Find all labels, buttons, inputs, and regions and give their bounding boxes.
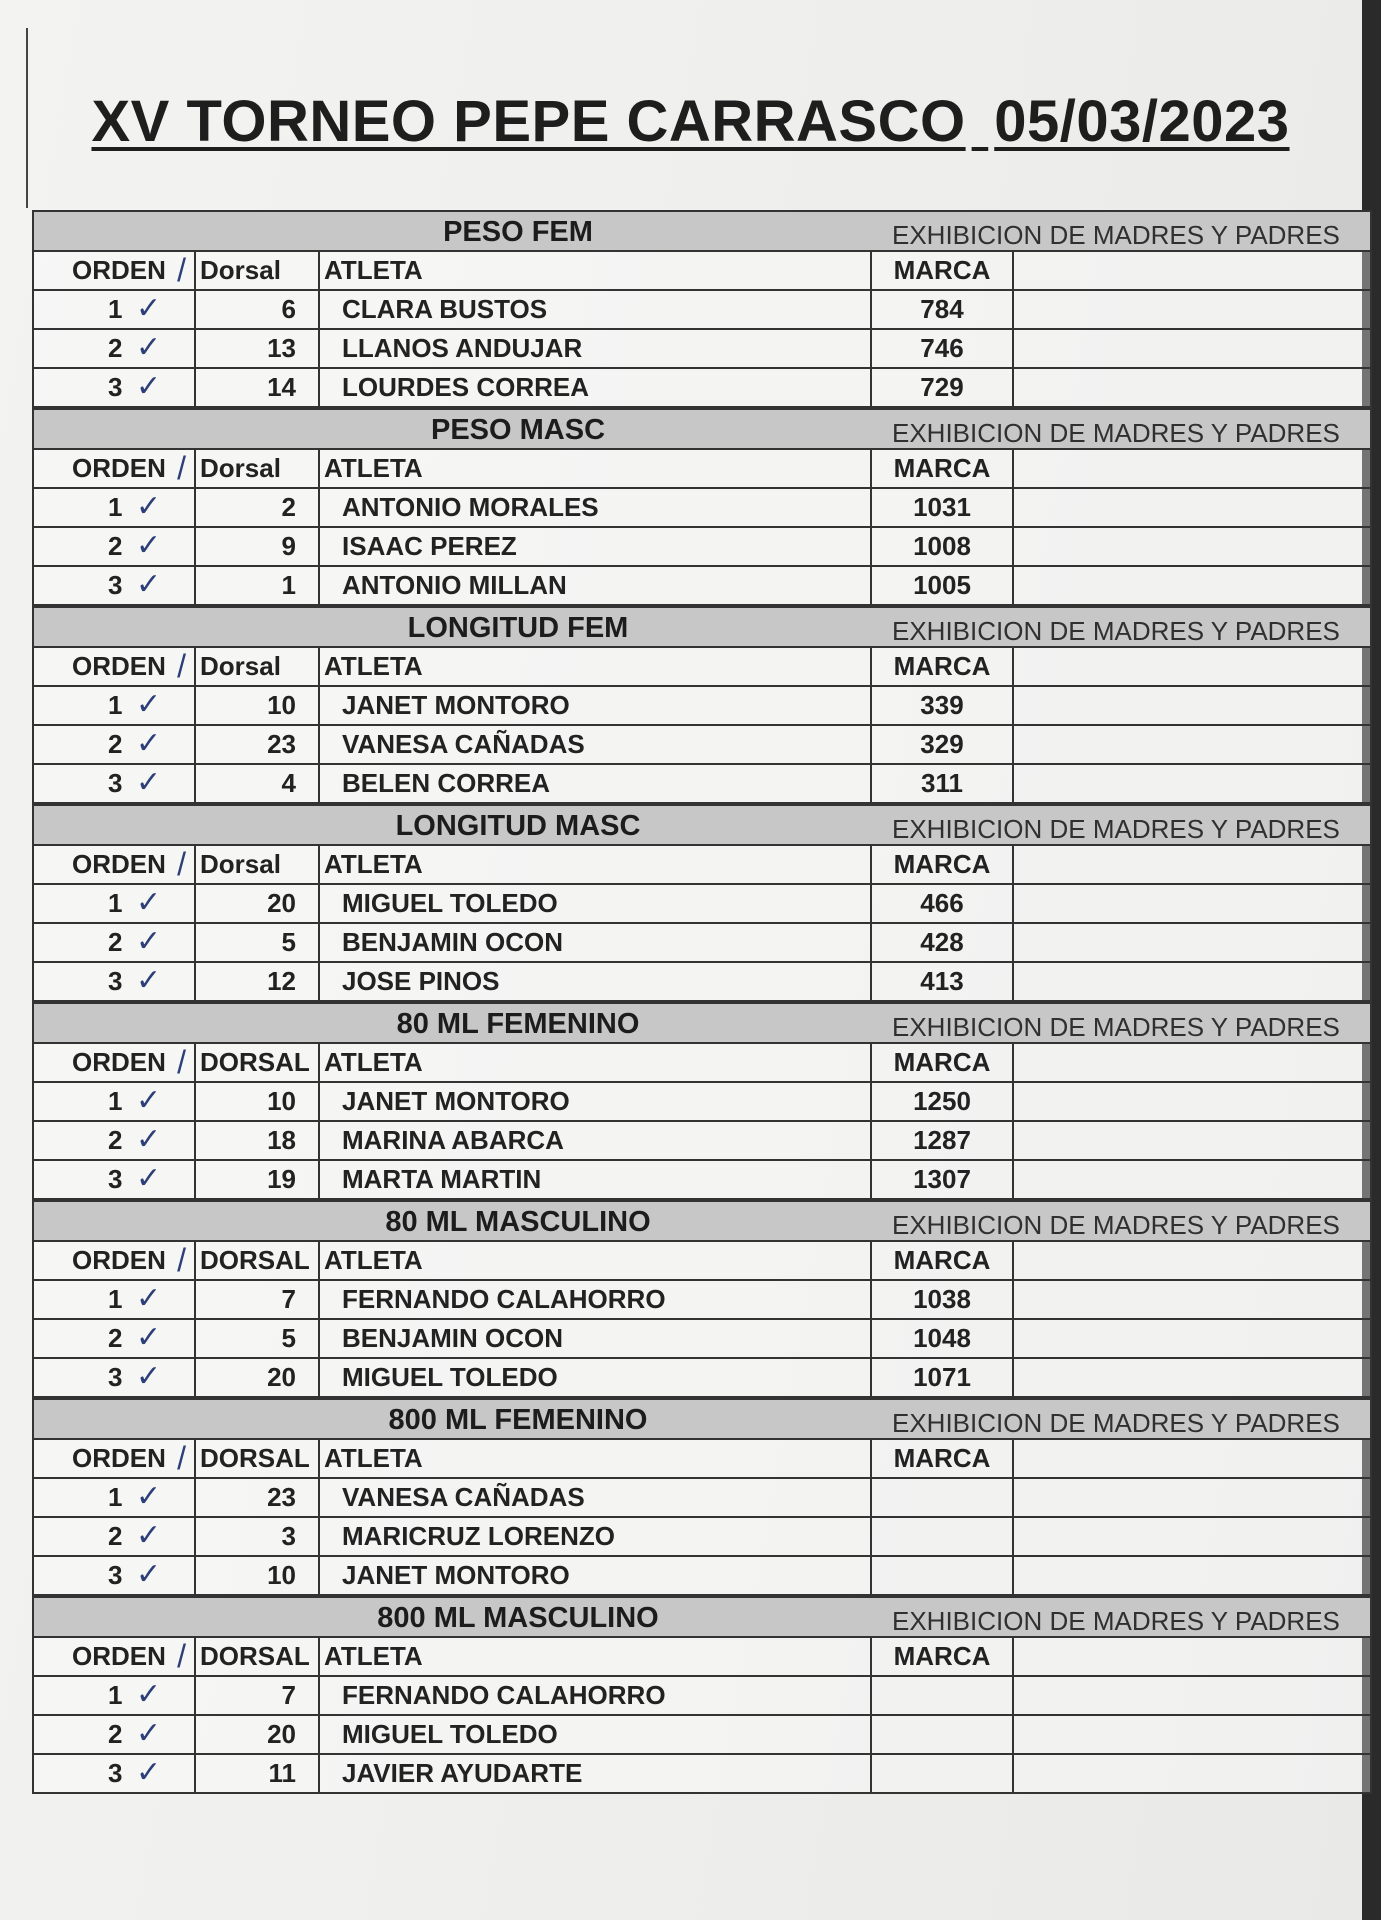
atleta-cell: ANTONIO MILLAN [320, 567, 872, 604]
marca-cell: 746 [872, 330, 1014, 367]
check-mark-icon: ✓ [136, 1480, 162, 1513]
orden-cell [34, 1557, 196, 1594]
dorsal-header: DORSAL [196, 1044, 320, 1081]
empty-cell [1014, 1044, 1370, 1081]
orden-value: 2 [108, 1521, 123, 1551]
orden-cell [34, 687, 196, 724]
check-mark-icon: ✓ [136, 727, 162, 760]
check-mark-icon: ✓ [136, 490, 162, 523]
orden-header-label: ORDEN [72, 651, 166, 681]
empty-cell [1014, 567, 1370, 604]
empty-cell [1014, 1359, 1370, 1396]
exhibition-label: EXHIBICION DE MADRES Y PADRES [892, 418, 1340, 448]
event-header [32, 606, 1372, 648]
table-row [32, 1359, 1372, 1398]
orden-cell [34, 1479, 196, 1516]
orden-header [34, 1044, 196, 1081]
marca-cell: 329 [872, 726, 1014, 763]
empty-cell [1014, 369, 1370, 406]
marca-header: MARCA [872, 1242, 1014, 1279]
column-header-row [32, 1440, 1372, 1479]
orden-value: 3 [108, 966, 123, 996]
exhibition-label: EXHIBICION DE MADRES Y PADRES [892, 1606, 1340, 1636]
event-block [32, 606, 1372, 804]
dorsal-cell: 5 [196, 924, 320, 961]
check-mark-icon: ✓ [136, 925, 162, 958]
orden-cell [34, 528, 196, 565]
orden-header-label: ORDEN [72, 1047, 166, 1077]
dorsal-header: Dorsal [196, 450, 320, 487]
orden-header [34, 846, 196, 883]
orden-value: 3 [108, 1758, 123, 1788]
atleta-cell: ANTONIO MORALES [320, 489, 872, 526]
event-block [32, 210, 1372, 408]
event-header [32, 408, 1372, 450]
orden-value: 2 [108, 531, 123, 561]
atleta-cell: FERNANDO CALAHORRO [320, 1677, 872, 1714]
table-row [32, 1518, 1372, 1557]
dorsal-header: DORSAL [196, 1242, 320, 1279]
table-row [32, 687, 1372, 726]
orden-cell [34, 1122, 196, 1159]
table-row [32, 1557, 1372, 1596]
tournament-date: 05/03/2023 [994, 89, 1290, 154]
empty-cell [1014, 963, 1370, 1000]
empty-cell [1014, 846, 1370, 883]
dorsal-cell: 2 [196, 489, 320, 526]
dorsal-cell: 10 [196, 1083, 320, 1120]
dorsal-cell: 5 [196, 1320, 320, 1357]
dorsal-cell: 19 [196, 1161, 320, 1198]
table-row [32, 1083, 1372, 1122]
orden-header [34, 252, 196, 289]
table-row [32, 924, 1372, 963]
check-mark-icon: ✓ [136, 331, 162, 364]
empty-cell [1014, 330, 1370, 367]
marca-header: MARCA [872, 1044, 1014, 1081]
orden-value: 3 [108, 768, 123, 798]
event-name: LONGITUD FEM [407, 612, 629, 644]
column-header-row [32, 252, 1372, 291]
empty-cell [1014, 252, 1370, 289]
dorsal-cell: 23 [196, 1479, 320, 1516]
atleta-header: ATLETA [320, 1044, 872, 1081]
empty-cell [1014, 528, 1370, 565]
orden-header-label: ORDEN [72, 1245, 166, 1275]
orden-value: 3 [108, 1362, 123, 1392]
orden-cell [34, 1716, 196, 1753]
orden-value: 1 [108, 1284, 123, 1314]
event-header [32, 1398, 1372, 1440]
pen-slash-mark: / [177, 450, 186, 486]
empty-cell [1014, 1479, 1370, 1516]
orden-cell [34, 1677, 196, 1714]
pen-slash-mark: / [177, 1242, 186, 1278]
orden-header-label: ORDEN [72, 1641, 166, 1671]
pen-slash-mark: / [177, 1638, 186, 1674]
orden-value: 3 [108, 570, 123, 600]
dorsal-cell: 4 [196, 765, 320, 802]
check-mark-icon: ✓ [136, 1282, 162, 1315]
atleta-header: ATLETA [320, 648, 872, 685]
event-header [32, 210, 1372, 252]
dorsal-cell: 20 [196, 885, 320, 922]
atleta-cell: BENJAMIN OCON [320, 924, 872, 961]
check-mark-icon: ✓ [136, 688, 162, 721]
event-name: 80 ML FEMENINO [396, 1008, 640, 1040]
dorsal-cell: 9 [196, 528, 320, 565]
pen-slash-mark: / [177, 1440, 186, 1476]
orden-value: 1 [108, 1482, 123, 1512]
page-title [0, 88, 1381, 155]
check-mark-icon: ✓ [136, 964, 162, 997]
marca-cell: 1005 [872, 567, 1014, 604]
event-block [32, 1002, 1372, 1200]
atleta-cell: CLARA BUSTOS [320, 291, 872, 328]
event-block [32, 1596, 1372, 1794]
marca-cell [872, 1755, 1014, 1792]
orden-cell [34, 1161, 196, 1198]
table-row [32, 765, 1372, 804]
orden-cell [34, 291, 196, 328]
dorsal-cell: 20 [196, 1716, 320, 1753]
empty-cell [1014, 726, 1370, 763]
empty-cell [1014, 648, 1370, 685]
check-mark-icon: ✓ [136, 1321, 162, 1354]
orden-value: 2 [108, 333, 123, 363]
atleta-header: ATLETA [320, 1440, 872, 1477]
orden-header [34, 648, 196, 685]
dorsal-header: Dorsal [196, 252, 320, 289]
marca-cell: 413 [872, 963, 1014, 1000]
marca-header: MARCA [872, 1638, 1014, 1675]
orden-cell [34, 1083, 196, 1120]
orden-cell [34, 924, 196, 961]
orden-header [34, 1242, 196, 1279]
orden-cell [34, 1755, 196, 1792]
orden-value: 1 [108, 294, 123, 324]
column-header-row [32, 846, 1372, 885]
marca-header: MARCA [872, 252, 1014, 289]
check-mark-icon: ✓ [136, 1084, 162, 1117]
marca-cell: 1048 [872, 1320, 1014, 1357]
dorsal-cell: 12 [196, 963, 320, 1000]
table-row [32, 369, 1372, 408]
dorsal-cell: 10 [196, 687, 320, 724]
atleta-header: ATLETA [320, 1242, 872, 1279]
atleta-cell: LLANOS ANDUJAR [320, 330, 872, 367]
orden-value: 1 [108, 1086, 123, 1116]
orden-value: 2 [108, 729, 123, 759]
empty-cell [1014, 291, 1370, 328]
empty-cell [1014, 1440, 1370, 1477]
event-header [32, 1596, 1372, 1638]
marca-header: MARCA [872, 450, 1014, 487]
dorsal-cell: 23 [196, 726, 320, 763]
empty-cell [1014, 1557, 1370, 1594]
marca-cell: 466 [872, 885, 1014, 922]
dorsal-cell: 6 [196, 291, 320, 328]
table-row [32, 567, 1372, 606]
dorsal-cell: 11 [196, 1755, 320, 1792]
check-mark-icon: ✓ [136, 292, 162, 325]
dorsal-cell: 1 [196, 567, 320, 604]
exhibition-label: EXHIBICION DE MADRES Y PADRES [892, 814, 1340, 844]
marca-cell: 428 [872, 924, 1014, 961]
column-header-row [32, 1242, 1372, 1281]
orden-value: 2 [108, 1719, 123, 1749]
pen-slash-mark: / [177, 648, 186, 684]
empty-cell [1014, 450, 1370, 487]
atleta-cell: MIGUEL TOLEDO [320, 1359, 872, 1396]
table-row [32, 726, 1372, 765]
event-block [32, 804, 1372, 1002]
atleta-cell: JANET MONTORO [320, 687, 872, 724]
check-mark-icon: ✓ [136, 529, 162, 562]
exhibition-label: EXHIBICION DE MADRES Y PADRES [892, 1210, 1340, 1240]
orden-header-label: ORDEN [72, 255, 166, 285]
orden-value: 1 [108, 1680, 123, 1710]
check-mark-icon: ✓ [136, 886, 162, 919]
atleta-cell: JAVIER AYUDARTE [320, 1755, 872, 1792]
empty-cell [1014, 1122, 1370, 1159]
event-name: 80 ML MASCULINO [385, 1206, 651, 1238]
exhibition-label: EXHIBICION DE MADRES Y PADRES [892, 616, 1340, 646]
atleta-cell: JANET MONTORO [320, 1557, 872, 1594]
orden-value: 3 [108, 1164, 123, 1194]
marca-cell [872, 1479, 1014, 1516]
marca-header: MARCA [872, 1440, 1014, 1477]
atleta-cell: LOURDES CORREA [320, 369, 872, 406]
orden-value: 3 [108, 372, 123, 402]
check-mark-icon: ✓ [136, 766, 162, 799]
orden-header-label: ORDEN [72, 1443, 166, 1473]
atleta-cell: ISAAC PEREZ [320, 528, 872, 565]
table-row [32, 1716, 1372, 1755]
empty-cell [1014, 1518, 1370, 1555]
empty-cell [1014, 1281, 1370, 1318]
dorsal-header: DORSAL [196, 1440, 320, 1477]
table-row [32, 885, 1372, 924]
atleta-cell: JANET MONTORO [320, 1083, 872, 1120]
table-row [32, 1677, 1372, 1716]
marca-cell: 1250 [872, 1083, 1014, 1120]
empty-cell [1014, 1755, 1370, 1792]
orden-cell [34, 963, 196, 1000]
orden-value: 1 [108, 492, 123, 522]
orden-value: 1 [108, 690, 123, 720]
atleta-header: ATLETA [320, 846, 872, 883]
event-header [32, 1200, 1372, 1242]
event-name: PESO MASC [430, 414, 606, 446]
empty-cell [1014, 1716, 1370, 1753]
orden-value: 2 [108, 1323, 123, 1353]
dorsal-header: DORSAL [196, 1638, 320, 1675]
orden-cell [34, 726, 196, 763]
atleta-cell: VANESA CAÑADAS [320, 726, 872, 763]
orden-cell [34, 765, 196, 802]
table-row [32, 1479, 1372, 1518]
atleta-header: ATLETA [320, 1638, 872, 1675]
table-row [32, 291, 1372, 330]
orden-value: 3 [108, 1560, 123, 1590]
event-block [32, 1200, 1372, 1398]
empty-cell [1014, 924, 1370, 961]
check-mark-icon: ✓ [136, 1360, 162, 1393]
event-name: 800 ML FEMENINO [388, 1404, 648, 1436]
marca-header: MARCA [872, 648, 1014, 685]
marca-cell [872, 1518, 1014, 1555]
exhibition-label: EXHIBICION DE MADRES Y PADRES [892, 1012, 1340, 1042]
marca-cell: 1031 [872, 489, 1014, 526]
dorsal-cell: 14 [196, 369, 320, 406]
check-mark-icon: ✓ [136, 370, 162, 403]
results-table [32, 210, 1372, 1794]
event-block [32, 1398, 1372, 1596]
event-header [32, 804, 1372, 846]
marca-cell: 784 [872, 291, 1014, 328]
event-header [32, 1002, 1372, 1044]
table-row [32, 1122, 1372, 1161]
orden-cell [34, 330, 196, 367]
marca-cell: 1287 [872, 1122, 1014, 1159]
pen-slash-mark: / [177, 846, 186, 882]
check-mark-icon: ✓ [136, 1678, 162, 1711]
marca-header: MARCA [872, 846, 1014, 883]
dorsal-cell: 13 [196, 330, 320, 367]
atleta-cell: MARTA MARTIN [320, 1161, 872, 1198]
marca-cell: 1307 [872, 1161, 1014, 1198]
marca-cell: 1071 [872, 1359, 1014, 1396]
table-row [32, 489, 1372, 528]
check-mark-icon: ✓ [136, 1717, 162, 1750]
empty-cell [1014, 1161, 1370, 1198]
check-mark-icon: ✓ [136, 1756, 162, 1789]
orden-cell [34, 1518, 196, 1555]
orden-header [34, 1638, 196, 1675]
empty-cell [1014, 1638, 1370, 1675]
column-header-row [32, 1044, 1372, 1083]
dorsal-cell: 10 [196, 1557, 320, 1594]
empty-cell [1014, 489, 1370, 526]
marca-cell: 1038 [872, 1281, 1014, 1318]
atleta-cell: MIGUEL TOLEDO [320, 885, 872, 922]
dorsal-cell: 20 [196, 1359, 320, 1396]
orden-value: 1 [108, 888, 123, 918]
empty-cell [1014, 1242, 1370, 1279]
atleta-header: ATLETA [320, 252, 872, 289]
atleta-cell: BELEN CORREA [320, 765, 872, 802]
atleta-header: ATLETA [320, 450, 872, 487]
empty-cell [1014, 1083, 1370, 1120]
empty-cell [1014, 885, 1370, 922]
table-row [32, 1755, 1372, 1794]
orden-cell [34, 567, 196, 604]
orden-header [34, 1440, 196, 1477]
atleta-cell: MARINA ABARCA [320, 1122, 872, 1159]
check-mark-icon: ✓ [136, 1162, 162, 1195]
check-mark-icon: ✓ [136, 568, 162, 601]
exhibition-label: EXHIBICION DE MADRES Y PADRES [892, 220, 1340, 250]
event-name: 800 ML MASCULINO [377, 1602, 659, 1634]
event-block [32, 408, 1372, 606]
event-name: LONGITUD MASC [395, 810, 641, 842]
pen-slash-mark: / [177, 1044, 186, 1080]
exhibition-label: EXHIBICION DE MADRES Y PADRES [892, 1408, 1340, 1438]
orden-cell [34, 1359, 196, 1396]
check-mark-icon: ✓ [136, 1123, 162, 1156]
atleta-cell: BENJAMIN OCON [320, 1320, 872, 1357]
orden-cell [34, 885, 196, 922]
marca-cell [872, 1716, 1014, 1753]
check-mark-icon: ✓ [136, 1519, 162, 1552]
empty-cell [1014, 1320, 1370, 1357]
table-row [32, 528, 1372, 567]
marca-cell [872, 1557, 1014, 1594]
column-header-row [32, 450, 1372, 489]
empty-cell [1014, 1677, 1370, 1714]
marca-cell: 339 [872, 687, 1014, 724]
orden-cell [34, 1281, 196, 1318]
empty-cell [1014, 687, 1370, 724]
table-row [32, 1161, 1372, 1200]
orden-header [34, 450, 196, 487]
marca-cell [872, 1677, 1014, 1714]
empty-cell [1014, 765, 1370, 802]
column-header-row [32, 1638, 1372, 1677]
orden-header-label: ORDEN [72, 453, 166, 483]
orden-cell [34, 1320, 196, 1357]
event-name: PESO FEM [443, 216, 593, 248]
atleta-cell: MARICRUZ LORENZO [320, 1518, 872, 1555]
marca-cell: 311 [872, 765, 1014, 802]
marca-cell: 1008 [872, 528, 1014, 565]
atleta-cell: MIGUEL TOLEDO [320, 1716, 872, 1753]
column-header-row [32, 648, 1372, 687]
dorsal-cell: 3 [196, 1518, 320, 1555]
check-mark-icon: ✓ [136, 1558, 162, 1591]
marca-cell: 729 [872, 369, 1014, 406]
table-row [32, 963, 1372, 1002]
orden-value: 2 [108, 927, 123, 957]
orden-value: 2 [108, 1125, 123, 1155]
pen-slash-mark: / [177, 252, 186, 288]
atleta-cell: JOSE PINOS [320, 963, 872, 1000]
orden-cell [34, 489, 196, 526]
table-row [32, 1281, 1372, 1320]
table-row [32, 1320, 1372, 1359]
dorsal-header: Dorsal [196, 648, 320, 685]
table-row [32, 330, 1372, 369]
atleta-cell: VANESA CAÑADAS [320, 1479, 872, 1516]
dorsal-cell: 7 [196, 1281, 320, 1318]
dorsal-header: Dorsal [196, 846, 320, 883]
orden-cell [34, 369, 196, 406]
atleta-cell: FERNANDO CALAHORRO [320, 1281, 872, 1318]
orden-header-label: ORDEN [72, 849, 166, 879]
dorsal-cell: 7 [196, 1677, 320, 1714]
tournament-name: XV TORNEO PEPE CARRASCO [91, 89, 966, 154]
dorsal-cell: 18 [196, 1122, 320, 1159]
